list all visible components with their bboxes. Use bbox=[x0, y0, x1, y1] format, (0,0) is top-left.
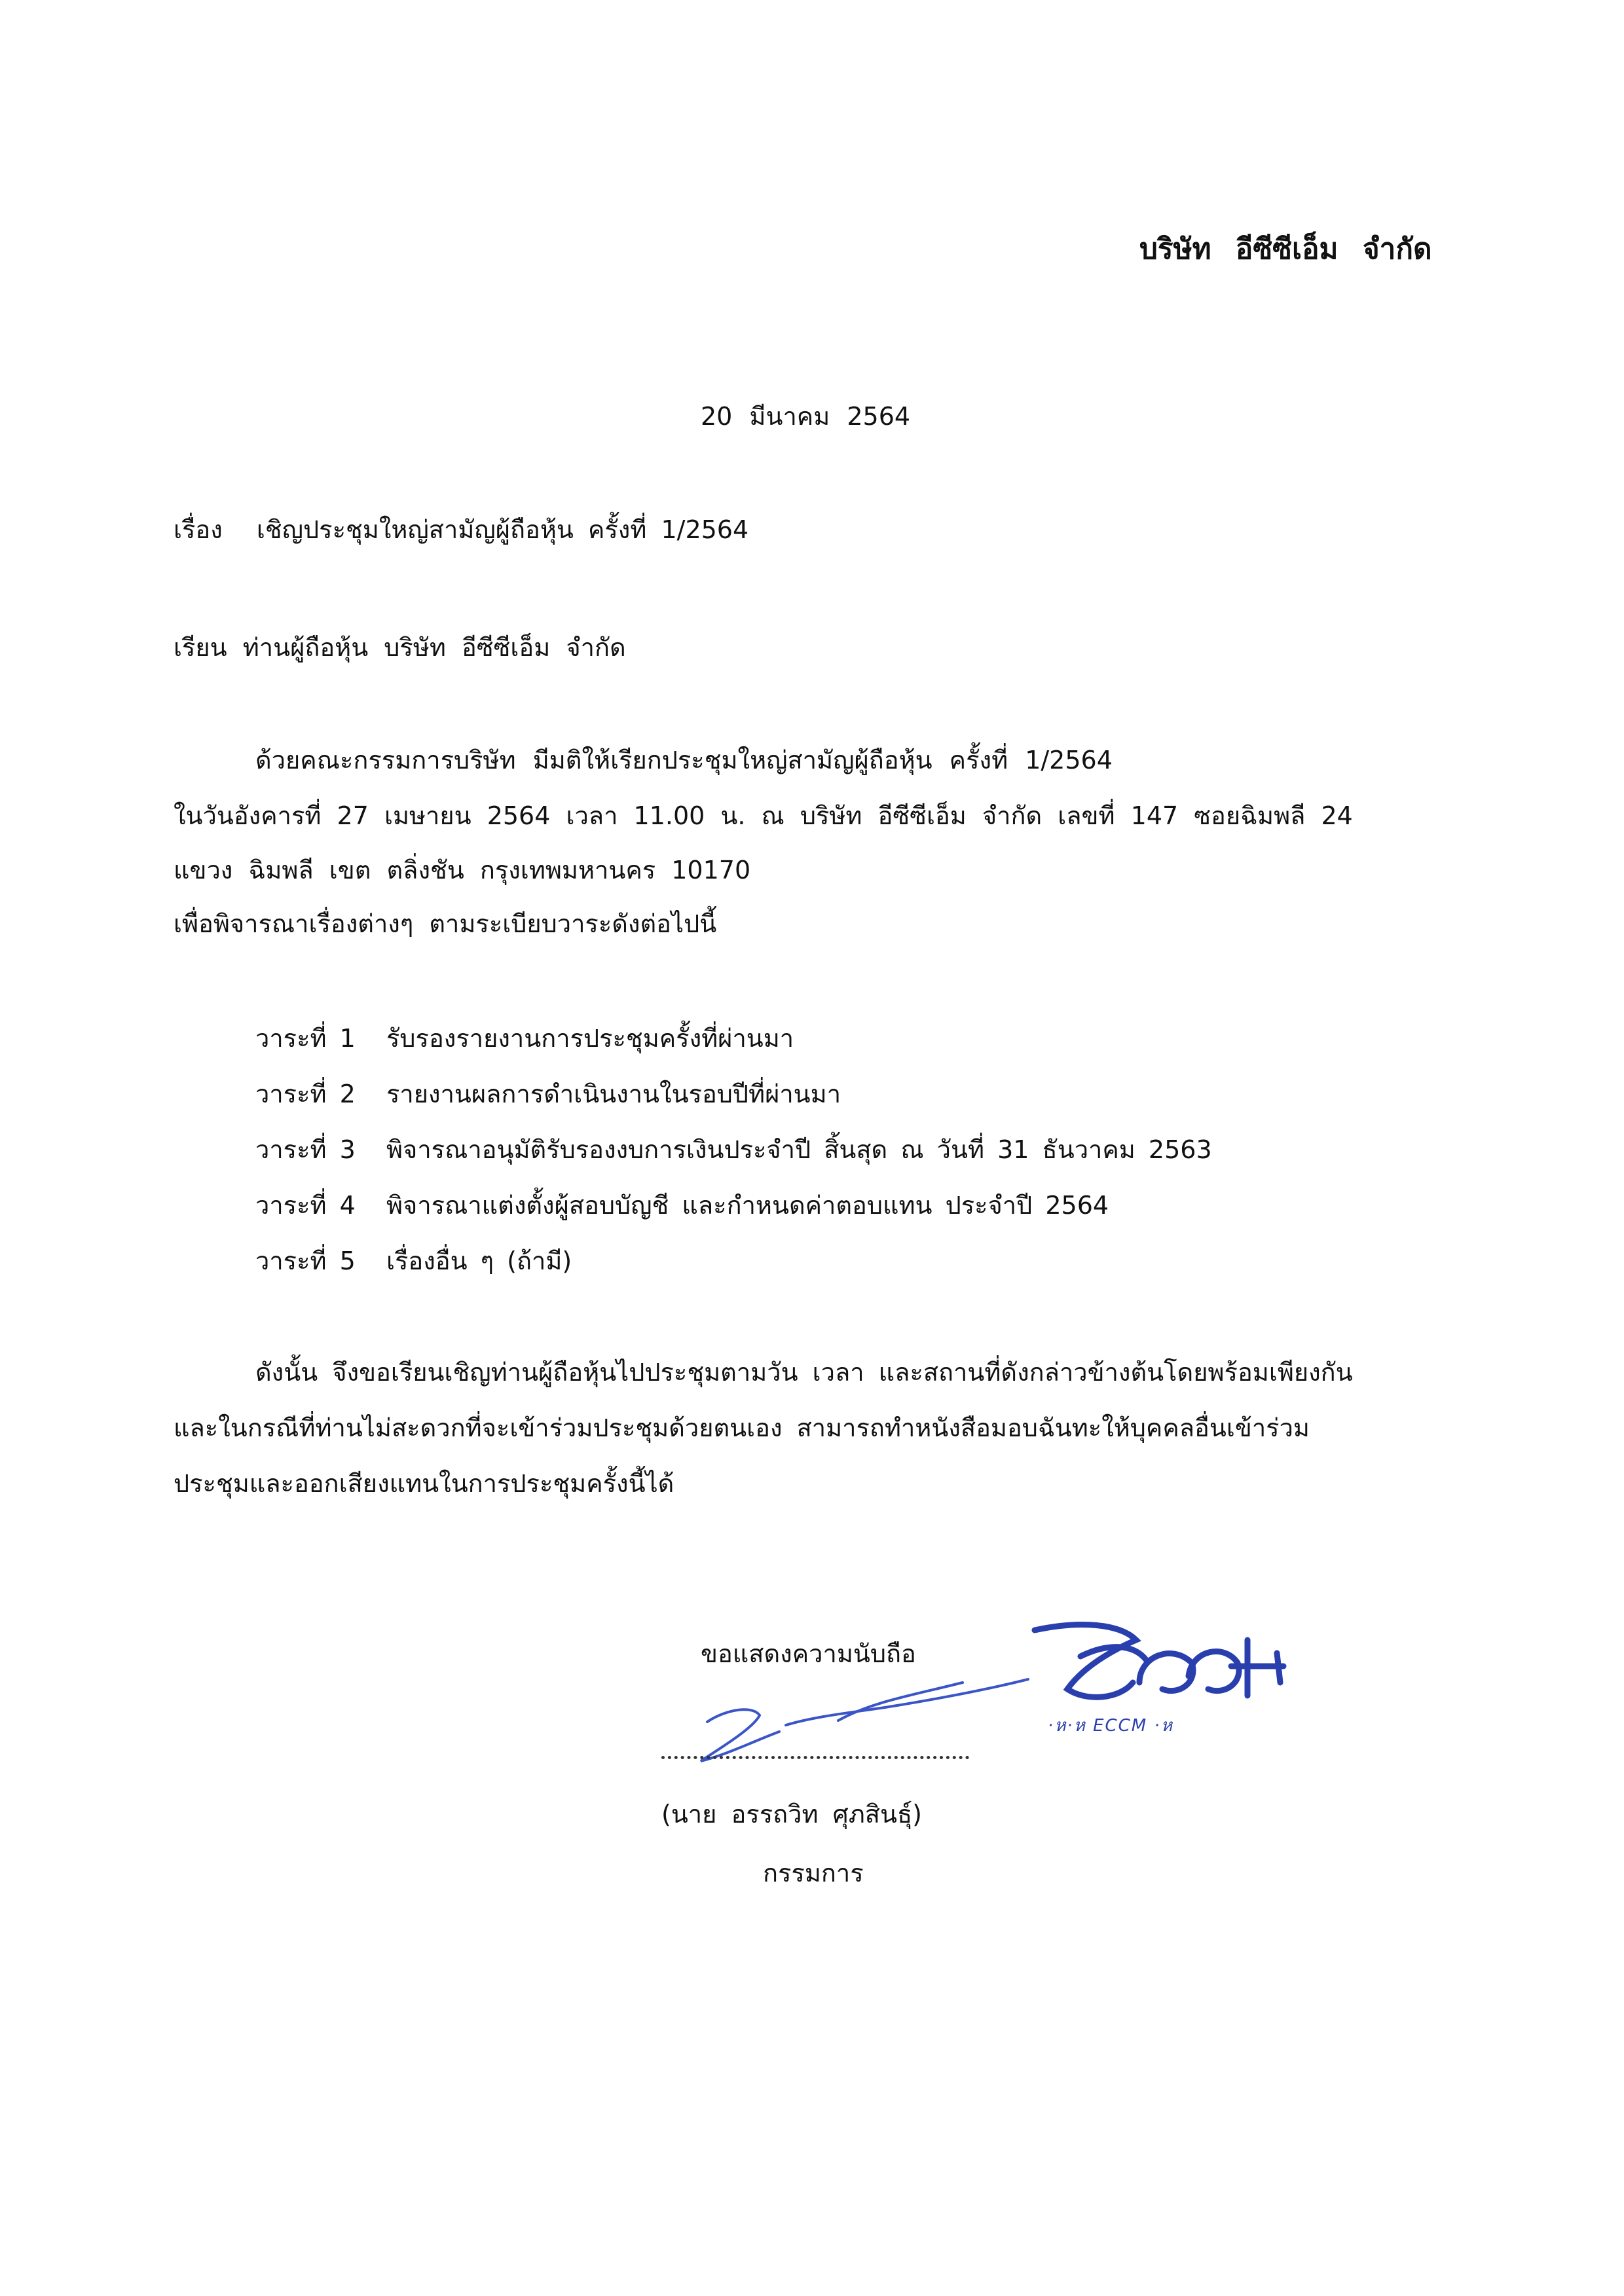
letter-date: 20 มีนาคม 2564 bbox=[701, 402, 911, 431]
stamp-caption: ·ห·ห ECCM ·ห bbox=[1048, 1716, 1173, 1736]
agenda-number: วาระที่ 4 bbox=[255, 1191, 356, 1220]
signature-line bbox=[661, 1755, 969, 1759]
agenda-text: พิจารณาแต่งตั้งผู้สอบบัญชี และกำหนดค่าตอบแทน ประจำปี 2564 bbox=[386, 1191, 1109, 1220]
paragraph1-line-2: ในวันอังคารที่ 27 เมษายน 2564 เวลา 11.00 น. ณ บริษัท อีซีซีเอ็ม จำกัด เลขที่ 147 ซอยฉิมพลี 24 bbox=[174, 801, 1353, 830]
agenda-text: รับรองรายงานการประชุมครั้งที่ผ่านมา bbox=[386, 1024, 794, 1053]
agenda-item bbox=[255, 1018, 794, 1058]
agenda-item bbox=[255, 1185, 1109, 1225]
paragraph1-line-4: เพื่อพิจารณาเรื่องต่างๆ ตามระเบียบวาระดังต่อไปนี้ bbox=[174, 909, 717, 938]
signer-title: กรรมการ bbox=[763, 1859, 864, 1887]
company-header: บริษัท อีซีซีเอ็ม จำกัด bbox=[1139, 232, 1432, 266]
closing-phrase: ขอแสดงความนับถือ bbox=[701, 1639, 916, 1668]
agenda-text: เรื่องอื่น ๆ (ถ้ามี) bbox=[386, 1247, 572, 1275]
agenda-item bbox=[255, 1129, 1212, 1169]
subject-line bbox=[174, 509, 748, 549]
subject-label: เรื่อง bbox=[174, 515, 223, 544]
conclusion-line-3: ประชุมและออกเสียงแทนในการประชุมครั้งนี้ได้ bbox=[174, 1469, 674, 1498]
agenda-text: พิจารณาอนุมัติรับรองงบการเงินประจำปี สิ้นสุด ณ วันที่ 31 ธันวาคม 2563 bbox=[386, 1135, 1212, 1164]
paragraph1-line-3: แขวง ฉิมพลี เขต ตลิ่งชัน กรุงเทพมหานคร 10170 bbox=[174, 856, 751, 884]
conclusion-line-2: และในกรณีที่ท่านไม่สะดวกที่จะเข้าร่วมประชุมด้วยตนเอง สามารถทำหนังสือมอบฉันทะให้บุคคลอื่นเข้าร่วม bbox=[174, 1413, 1310, 1442]
conclusion-line-1: ดังนั้น จึงขอเรียนเชิญท่านผู้ถือหุ้นไปประชุมตามวัน เวลา และสถานที่ดังกล่าวข้างต้นโดยพร้อมเพียงกัน bbox=[255, 1358, 1353, 1387]
signature-icon bbox=[622, 1676, 1041, 1781]
subject-text: เชิญประชุมใหญ่สามัญผู้ถือหุ้น ครั้งที่ 1/2564 bbox=[256, 515, 749, 544]
agenda-item bbox=[255, 1074, 841, 1114]
agenda-text: รายงานผลการดำเนินงานในรอบปีที่ผ่านมา bbox=[386, 1080, 841, 1108]
agenda-number: วาระที่ 2 bbox=[255, 1080, 356, 1108]
agenda-number: วาระที่ 5 bbox=[255, 1247, 356, 1275]
paragraph1-line-1: ด้วยคณะกรรมการบริษัท มีมติให้เรียกประชุมใหญ่สามัญผู้ถือหุ้น ครั้งที่ 1/2564 bbox=[255, 746, 1113, 774]
signer-name: (นาย อรรถวิท ศุภสินธุ์) bbox=[661, 1800, 922, 1829]
agenda-item bbox=[255, 1241, 572, 1281]
agenda-number: วาระที่ 1 bbox=[255, 1024, 356, 1053]
agenda-number: วาระที่ 3 bbox=[255, 1135, 356, 1164]
salutation: เรียน ท่านผู้ถือหุ้น บริษัท อีซีซีเอ็ม จำกัด bbox=[174, 633, 626, 662]
